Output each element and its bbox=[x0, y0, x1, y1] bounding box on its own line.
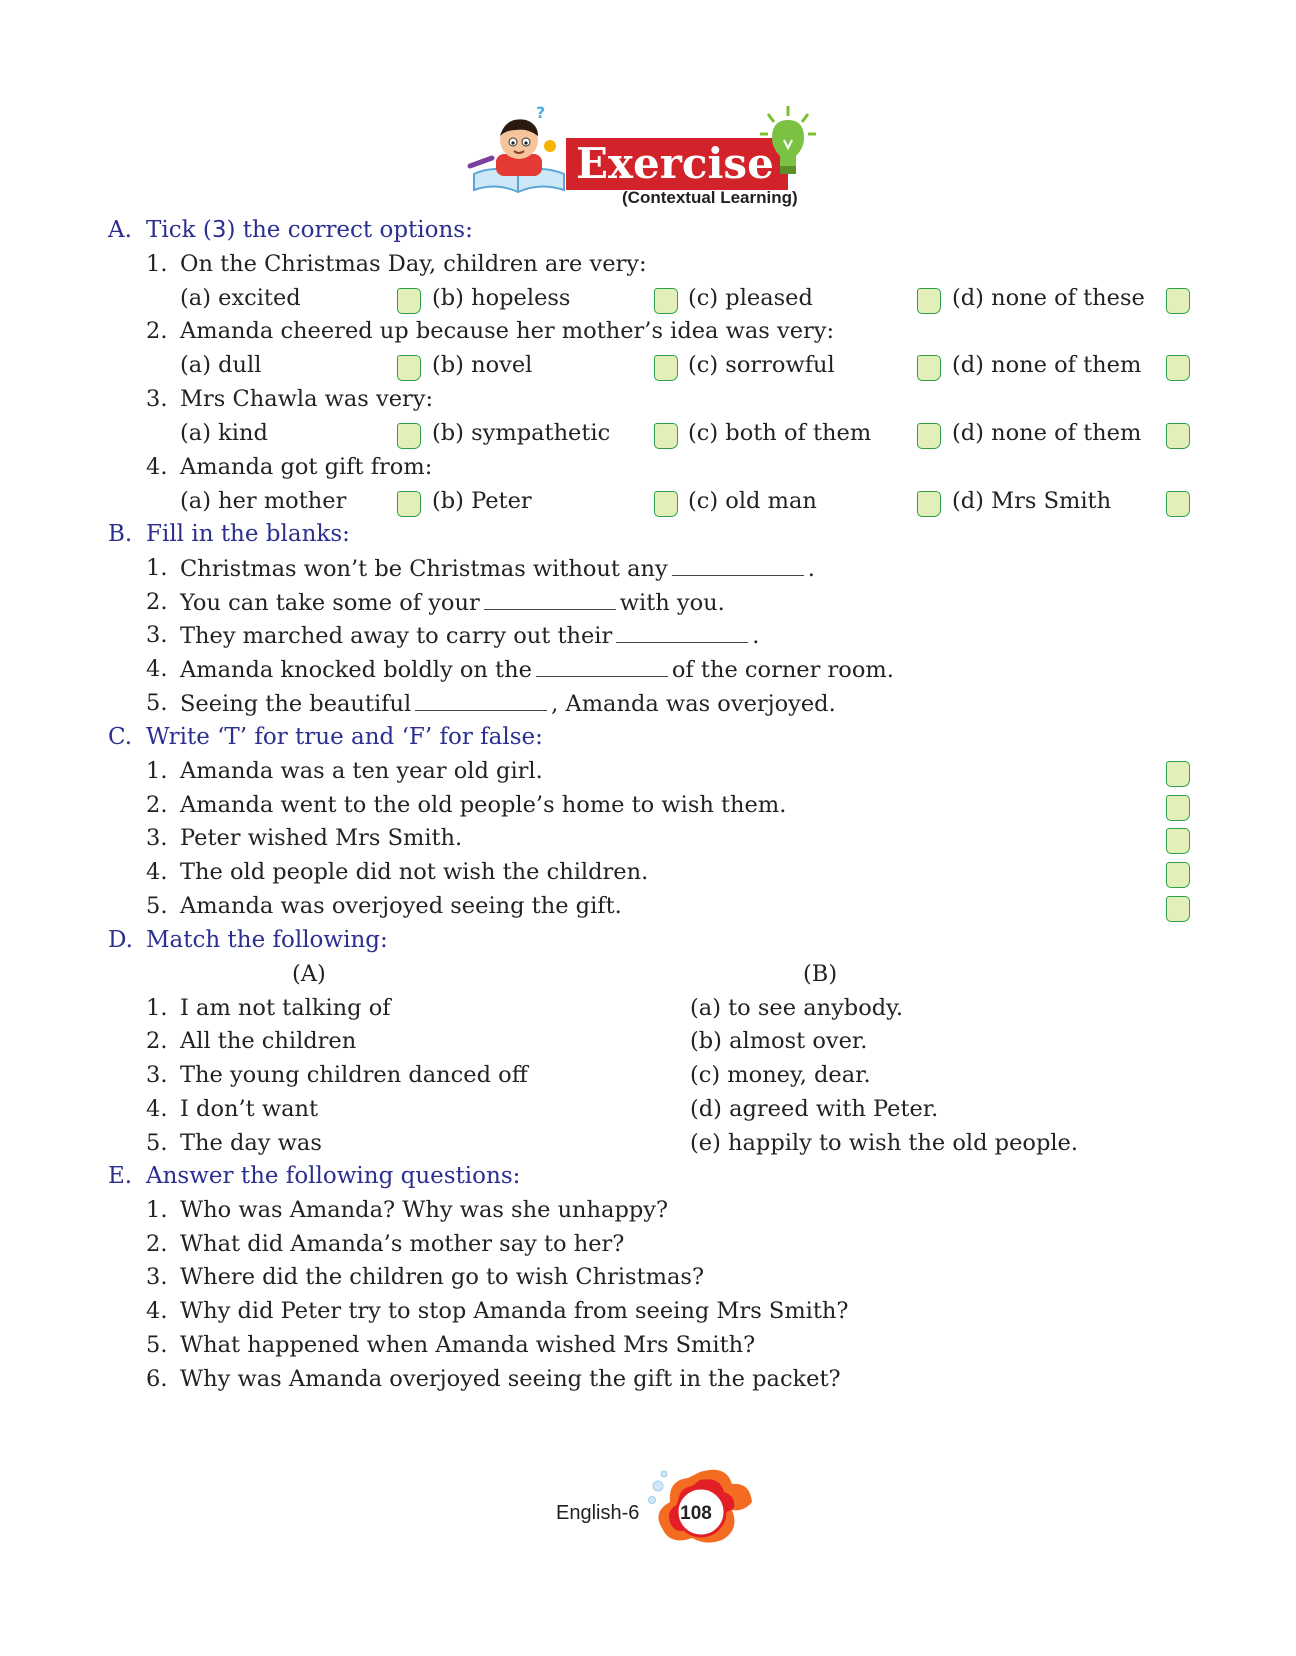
blank-input[interactable] bbox=[484, 587, 616, 610]
match-left: The day was bbox=[180, 1130, 322, 1156]
answer-checkbox[interactable] bbox=[917, 355, 941, 381]
answer-checkbox[interactable] bbox=[654, 355, 678, 381]
fill-blank-item: Amanda knocked boldly on the of the corner room. bbox=[180, 654, 894, 685]
question-text: Amanda got gift from: bbox=[180, 454, 433, 480]
section-letter: B. bbox=[108, 521, 133, 547]
match-left: I don’t want bbox=[180, 1096, 319, 1122]
column-a-header: (A) bbox=[292, 961, 326, 987]
question-number: 4. bbox=[146, 454, 168, 480]
question-text: Who was Amanda? Why was she unhappy? bbox=[180, 1197, 669, 1223]
question-text: Why was Amanda overjoyed seeing the gift in the packet? bbox=[180, 1366, 841, 1392]
item-number: 2. bbox=[146, 1231, 168, 1257]
item-number: 4. bbox=[146, 1298, 168, 1324]
tick-symbol: 3 bbox=[211, 217, 227, 243]
section-title: Fill in the blanks: bbox=[146, 521, 350, 547]
option-label: (d) none of these bbox=[952, 285, 1145, 311]
match-right: (e) happily to wish the old people. bbox=[690, 1130, 1079, 1156]
match-left: All the children bbox=[180, 1028, 357, 1054]
answer-checkbox[interactable] bbox=[654, 423, 678, 449]
answer-checkbox[interactable] bbox=[397, 288, 421, 314]
section-title: Tick (3) the correct options: bbox=[146, 217, 473, 243]
option-label: (c) both of them bbox=[688, 420, 872, 446]
question-text: What happened when Amanda wished Mrs Smith? bbox=[180, 1332, 756, 1358]
question-number: 1. bbox=[146, 251, 168, 277]
item-number: 4. bbox=[146, 859, 168, 885]
fill-blank-item: You can take some of your with you. bbox=[180, 587, 725, 618]
svg-text:?: ? bbox=[536, 104, 546, 122]
answer-box[interactable] bbox=[1166, 862, 1190, 888]
option-label: (c) pleased bbox=[688, 285, 813, 311]
question-text: Amanda cheered up because her mother’s idea was very: bbox=[180, 318, 835, 344]
answer-checkbox[interactable] bbox=[654, 288, 678, 314]
item-number: 5. bbox=[146, 690, 168, 716]
option-label: (d) none of them bbox=[952, 420, 1142, 446]
answer-checkbox[interactable] bbox=[1166, 355, 1190, 381]
answer-box[interactable] bbox=[1166, 828, 1190, 854]
section-title: Answer the following questions: bbox=[146, 1163, 521, 1189]
option-label: (b) hopeless bbox=[432, 285, 571, 311]
section-letter: A. bbox=[108, 217, 132, 243]
section-title: Write ‘T’ for true and ‘F’ for false: bbox=[146, 724, 543, 750]
item-number: 1. bbox=[146, 555, 168, 581]
option-label: (a) her mother bbox=[180, 488, 347, 514]
blank-input[interactable] bbox=[415, 688, 547, 711]
option-label: (a) dull bbox=[180, 352, 262, 378]
item-number: 1. bbox=[146, 1197, 168, 1223]
question-text: What did Amanda’s mother say to her? bbox=[180, 1231, 625, 1257]
item-number: 3. bbox=[146, 1062, 168, 1088]
section-letter: C. bbox=[108, 724, 133, 750]
question-number: 3. bbox=[146, 386, 168, 412]
option-label: (c) old man bbox=[688, 488, 817, 514]
option-label: (a) kind bbox=[180, 420, 268, 446]
item-number: 5. bbox=[146, 1332, 168, 1358]
answer-checkbox[interactable] bbox=[397, 491, 421, 517]
reading-boy-icon bbox=[466, 104, 576, 196]
answer-checkbox[interactable] bbox=[1166, 423, 1190, 449]
answer-checkbox[interactable] bbox=[654, 491, 678, 517]
page-number: 108 bbox=[680, 1503, 712, 1524]
match-left: The young children danced off bbox=[180, 1062, 528, 1088]
exercise-subtitle: (Contextual Learning) bbox=[622, 188, 798, 207]
option-label: (b) novel bbox=[432, 352, 533, 378]
item-number: 3. bbox=[146, 825, 168, 851]
fill-blank-item: Seeing the beautiful , Amanda was overjoyed. bbox=[180, 688, 836, 719]
item-number: 5. bbox=[146, 893, 168, 919]
blank-input[interactable] bbox=[536, 654, 668, 677]
option-label: (b) Peter bbox=[432, 488, 532, 514]
answer-checkbox[interactable] bbox=[917, 288, 941, 314]
answer-box[interactable] bbox=[1166, 896, 1190, 922]
match-right: (d) agreed with Peter. bbox=[690, 1096, 939, 1122]
match-right: (c) money, dear. bbox=[690, 1062, 871, 1088]
option-label: (b) sympathetic bbox=[432, 420, 611, 446]
light-bulb-icon bbox=[758, 104, 818, 178]
answer-checkbox[interactable] bbox=[1166, 288, 1190, 314]
item-number: 2. bbox=[146, 792, 168, 818]
section-letter: D. bbox=[108, 927, 133, 953]
option-label: (d) none of them bbox=[952, 352, 1142, 378]
question-text: On the Christmas Day, children are very: bbox=[180, 251, 647, 277]
item-number: 3. bbox=[146, 622, 168, 648]
answer-box[interactable] bbox=[1166, 761, 1190, 787]
answer-checkbox[interactable] bbox=[397, 423, 421, 449]
answer-checkbox[interactable] bbox=[917, 423, 941, 449]
fill-blank-item: They marched away to carry out their . bbox=[180, 620, 759, 651]
statement-text: Amanda was overjoyed seeing the gift. bbox=[180, 893, 622, 919]
statement-text: The old people did not wish the children. bbox=[180, 859, 649, 885]
question-text: Where did the children go to wish Christmas? bbox=[180, 1264, 705, 1290]
option-label: (d) Mrs Smith bbox=[952, 488, 1112, 514]
book-label: English-6 bbox=[556, 1502, 640, 1524]
item-number: 2. bbox=[146, 589, 168, 615]
answer-box[interactable] bbox=[1166, 795, 1190, 821]
column-b-header: (B) bbox=[803, 961, 838, 987]
option-label: (a) excited bbox=[180, 285, 301, 311]
match-right: (a) to see anybody. bbox=[690, 995, 904, 1021]
blank-input[interactable] bbox=[616, 620, 748, 643]
match-right: (b) almost over. bbox=[690, 1028, 868, 1054]
answer-checkbox[interactable] bbox=[917, 491, 941, 517]
item-number: 2. bbox=[146, 1028, 168, 1054]
statement-text: Amanda was a ten year old girl. bbox=[180, 758, 543, 784]
fill-blank-item: Christmas won’t be Christmas without any . bbox=[180, 553, 815, 584]
item-number: 5. bbox=[146, 1130, 168, 1156]
item-number: 4. bbox=[146, 1096, 168, 1122]
answer-checkbox[interactable] bbox=[1166, 491, 1190, 517]
item-number: 4. bbox=[146, 656, 168, 682]
item-number: 1. bbox=[146, 758, 168, 784]
statement-text: Amanda went to the old people’s home to wish them. bbox=[180, 792, 787, 818]
item-number: 1. bbox=[146, 995, 168, 1021]
answer-checkbox[interactable] bbox=[397, 355, 421, 381]
question-number: 2. bbox=[146, 318, 168, 344]
section-title: Match the following: bbox=[146, 927, 388, 953]
question-text: Mrs Chawla was very: bbox=[180, 386, 434, 412]
section-letter: E. bbox=[108, 1163, 133, 1189]
exercise-title: Exercise bbox=[566, 138, 788, 190]
statement-text: Peter wished Mrs Smith. bbox=[180, 825, 463, 851]
item-number: 6. bbox=[146, 1366, 168, 1392]
question-text: Why did Peter try to stop Amanda from seeing Mrs Smith? bbox=[180, 1298, 849, 1324]
option-label: (c) sorrowful bbox=[688, 352, 835, 378]
item-number: 3. bbox=[146, 1264, 168, 1290]
match-left: I am not talking of bbox=[180, 995, 391, 1021]
blank-input[interactable] bbox=[672, 553, 804, 576]
